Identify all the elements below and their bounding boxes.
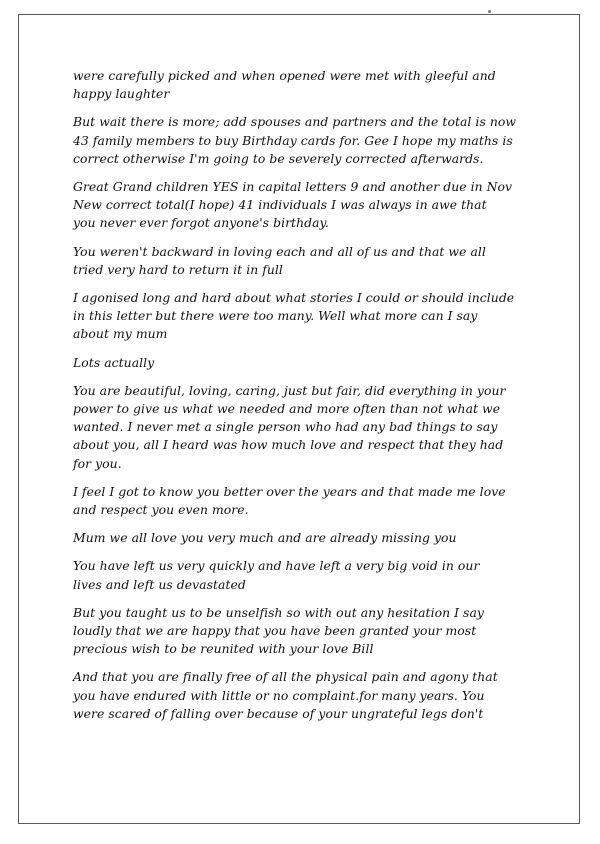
paragraph: You have left us very quickly and have left a very big void in our lives and left us devastated xyxy=(73,558,480,592)
paragraph: I agonised long and hard about what stories I could or should include in this letter but there were too many. Well what more can I say about my mum xyxy=(73,290,515,342)
paragraph: I feel I got to know you better over the years and that made me love and respect you even more. xyxy=(73,483,506,518)
paragraph: And that you are finally free of all the physical pain and agony that you have endured with little or no complaint.for many years. You were scared of falling over because of your ungrateful legs don't xyxy=(73,669,498,721)
letter-body xyxy=(73,67,543,733)
paragraph: Lots actually xyxy=(73,354,155,370)
paragraph: Mum we all love you very much and are already missing you xyxy=(73,530,457,546)
paragraph: You are beautiful, loving, caring, just but fair, did everything in your power to give us what we needed and more often than not what we wanted. I never met a single person who had any bad things to say about you, all I heard was how much love and respect that they had for you. xyxy=(73,382,506,471)
letter-page xyxy=(18,14,580,824)
paragraph: But you taught us to be unselfish so with out any hesitation I say loudly that we are happy that you have been granted your most precious wish to be reunited with your love Bill xyxy=(73,604,484,657)
scan-speck xyxy=(488,10,491,13)
paragraph: You weren't backward in loving each and all of us and that we all tried very hard to return it in full xyxy=(73,243,486,277)
paragraph: But wait there is more; add spouses and partners and the total is now 43 family members to buy Birthday cards for. Gee I hope my maths is correct otherwise I'm going to be severely corrected afterwards. xyxy=(73,114,517,166)
paragraph: were carefully picked and when opened were met with gleeful and happy laughter xyxy=(73,68,496,102)
paragraph: Great Grand children YES in capital letters 9 and another due in Nov New correct total(I hope) 41 individuals I was always in awe that you never ever forgot anyone's birthday. xyxy=(73,179,513,231)
